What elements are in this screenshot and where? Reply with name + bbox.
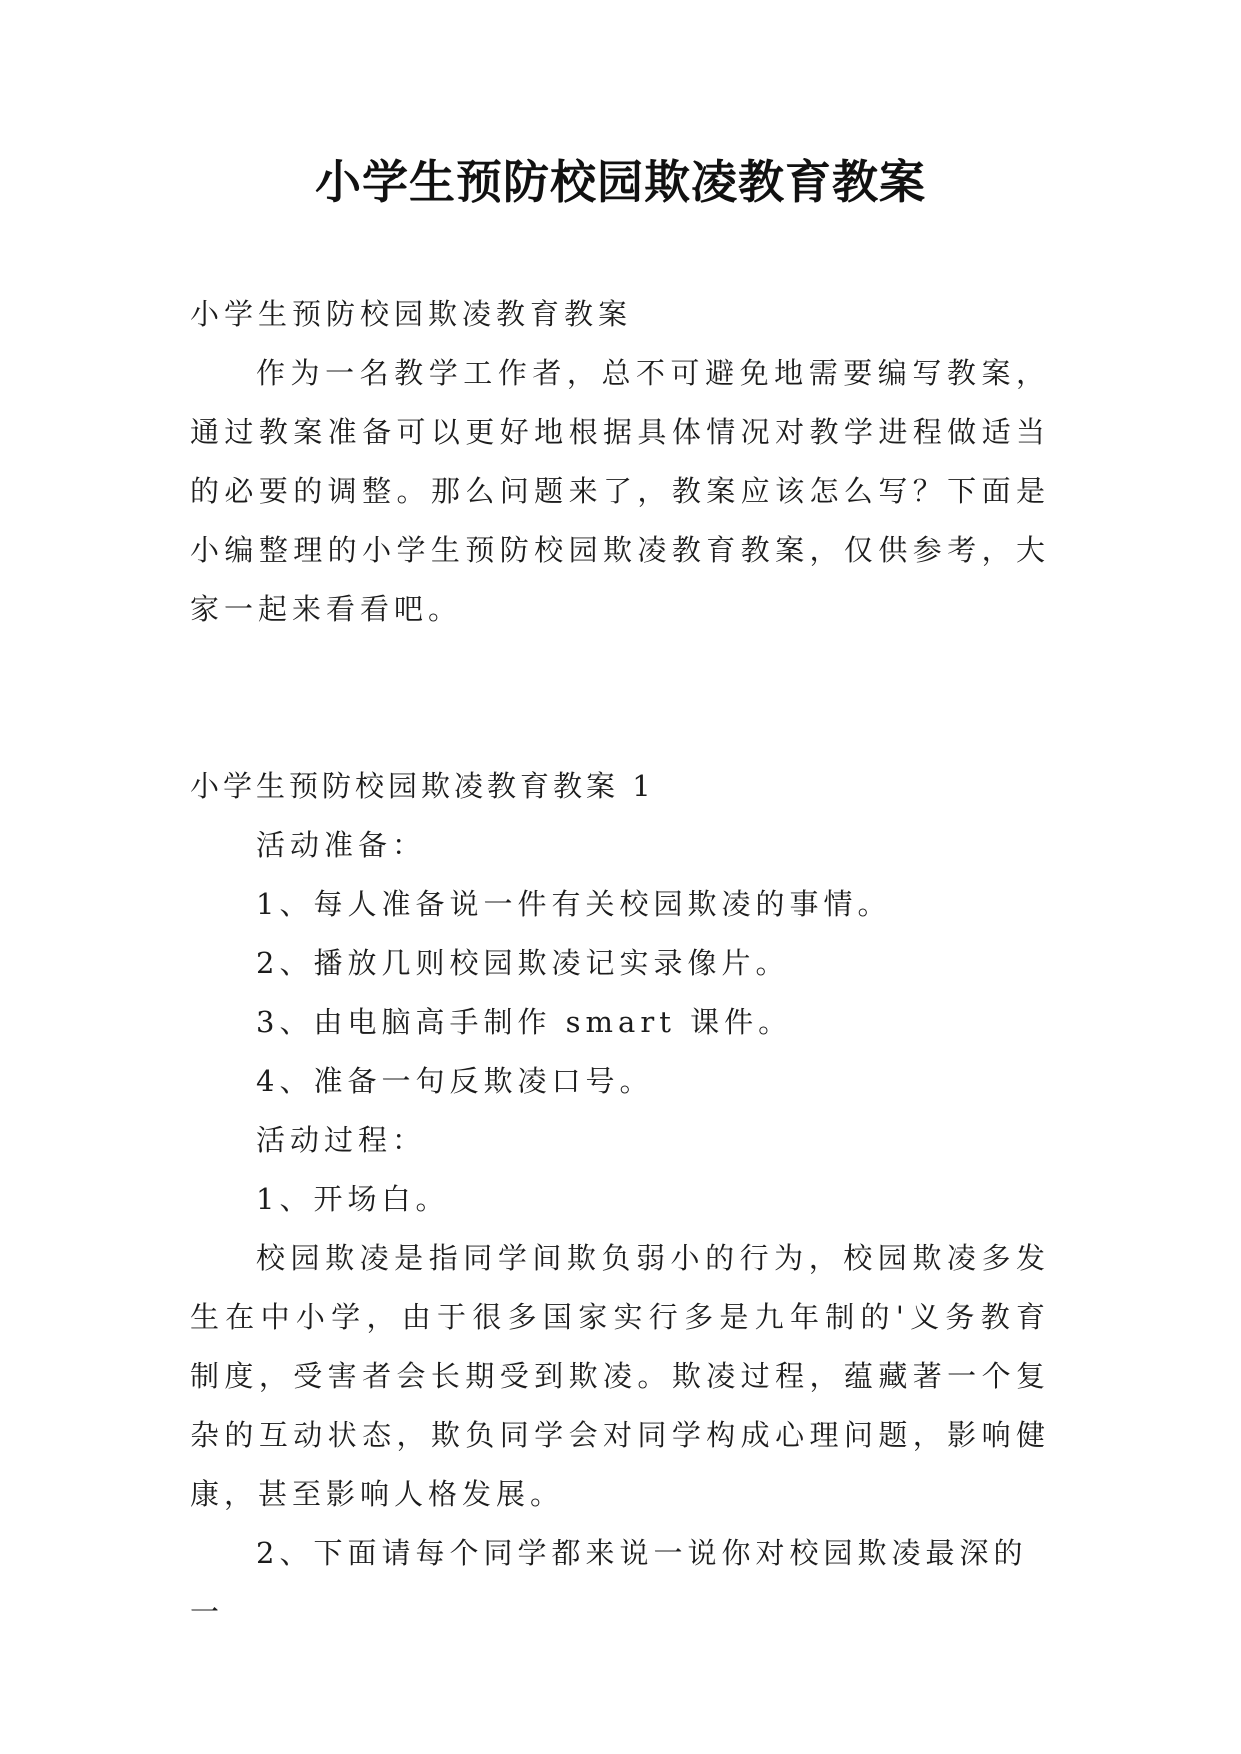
process-item: 2、下面请每个同学都来说一说你对校园欺凌最深的一 [190, 1536, 1028, 1629]
prep-item: 2、播放几则校园欺凌记实录像片。 [256, 946, 790, 980]
prep-item: 1、每人准备说一件有关校园欺凌的事情。 [256, 887, 892, 921]
document-body [190, 285, 1050, 1642]
prep-item: 3、由电脑高手制作 smart 课件。 [256, 1005, 793, 1039]
process-heading: 活动过程： [256, 1123, 427, 1157]
prep-item: 4、准备一句反欺凌口号。 [256, 1064, 654, 1098]
process-item: 1、开场白。 [256, 1182, 450, 1216]
intro-paragraph: 作为一名教学工作者，总不可避免地需要编写教案，通过教案准备可以更好地根据具体情况对教学进程做适当的必要的调整。那么问题来了，教案应该怎么写？下面是小编整理的小学生预防校园欺凌教育教案，仅供参考，大家一起来看看吧。 [190, 356, 1050, 626]
process-paragraph: 校园欺凌是指同学间欺负弱小的行为，校园欺凌多发生在中小学，由于很多国家实行多是九年制的'义务教育制度，受害者会长期受到欺凌。欺凌过程，蕴藏著一个复杂的互动状态，欺负同学会对同学构成心理问题，影响健康，甚至影响人格发展。 [190, 1241, 1050, 1511]
prep-heading: 活动准备： [256, 828, 427, 862]
document-subtitle: 小学生预防校园欺凌教育教案 [190, 297, 633, 331]
section-heading: 小学生预防校园欺凌教育教案 1 [190, 769, 655, 803]
section-spacer [190, 639, 1050, 757]
document-title: 小学生预防校园欺凌教育教案 [315, 155, 926, 209]
